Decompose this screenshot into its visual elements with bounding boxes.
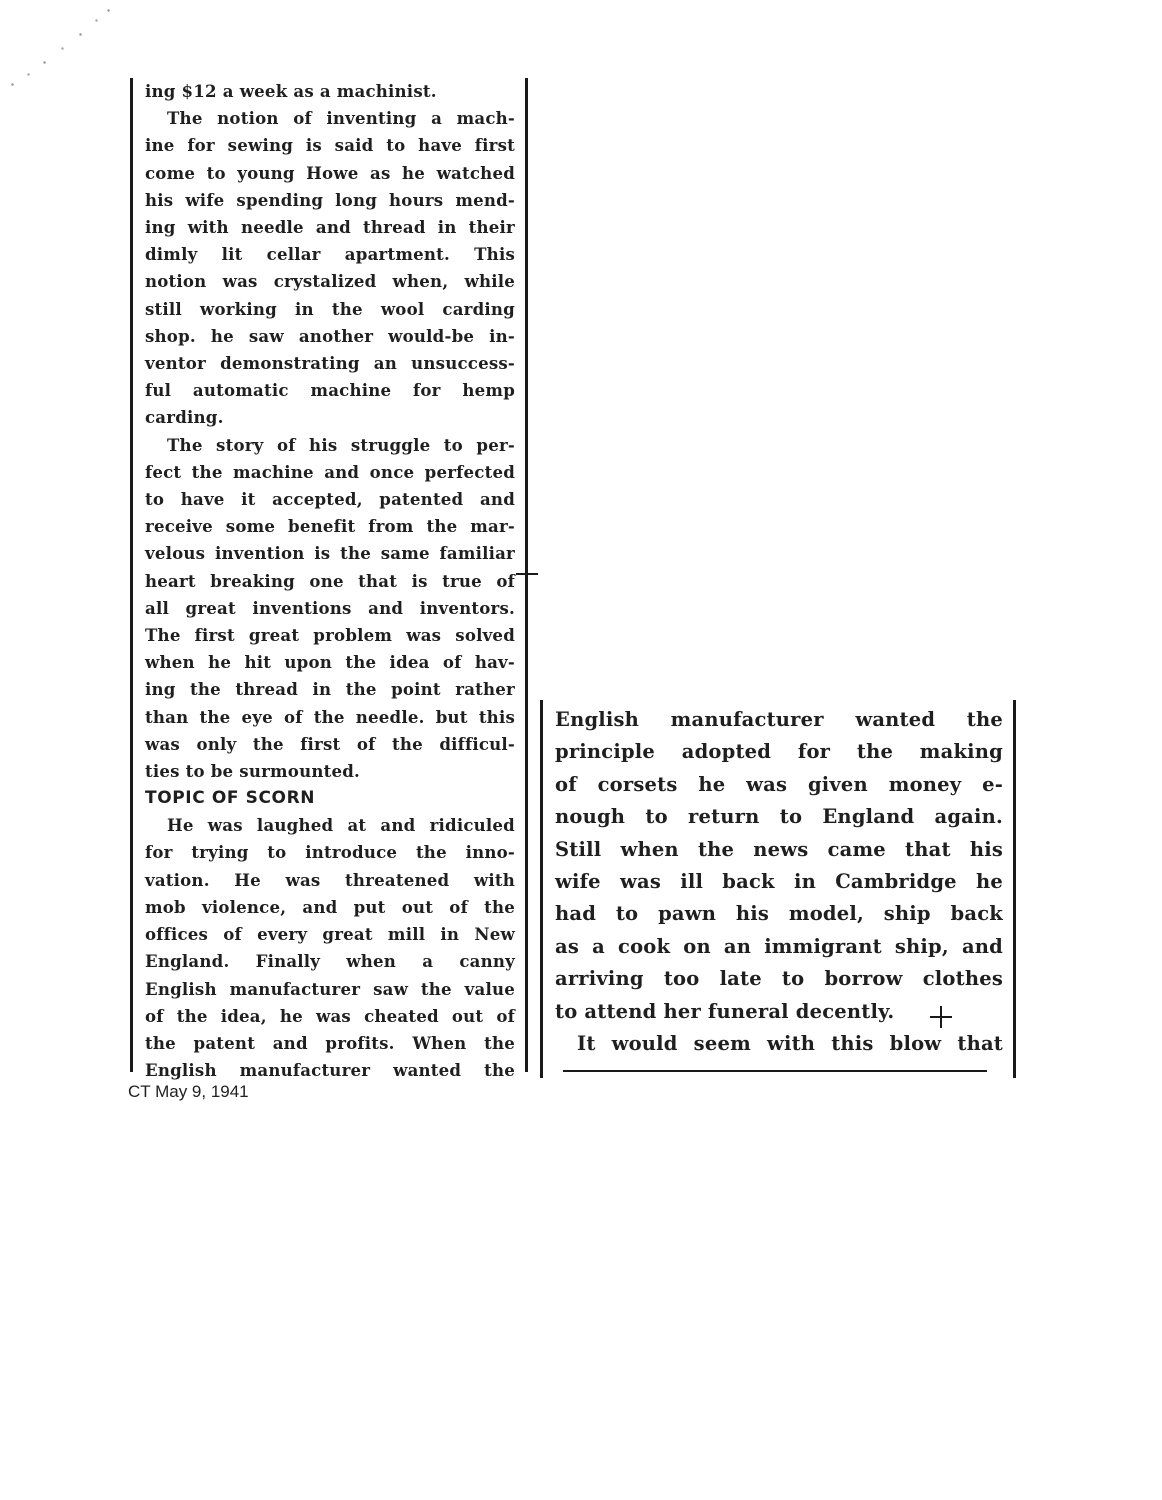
- text-line: to have it accepted, patented and: [145, 489, 515, 510]
- scan-specks: [0, 0, 120, 110]
- text-line: ine for sewing is said to have first: [145, 135, 515, 156]
- text-line: for trying to introduce the inno-: [145, 842, 515, 863]
- text-line: notion was crystalized when, while: [145, 271, 515, 292]
- text-line: It would seem with this blow that: [577, 1032, 1003, 1056]
- date-caption: CT May 9, 1941: [128, 1082, 249, 1101]
- section-heading: TOPIC OF SCORN: [145, 788, 316, 809]
- text-line: dimly lit cellar apartment. This: [145, 244, 515, 265]
- text-line: had to pawn his model, ship back: [555, 902, 1003, 926]
- text-line: than the eye of the needle. but this: [145, 706, 515, 727]
- text-line: as a cook on an immigrant ship, and: [555, 934, 1003, 958]
- text-line: of corsets he was given money e-: [555, 772, 1003, 796]
- text-line: shop. he saw another would-be in-: [145, 325, 515, 346]
- text-line: was only the first of the difficul-: [145, 733, 515, 754]
- text-line: English manufacturer wanted the: [145, 1060, 515, 1081]
- text-line: ties to be surmounted.: [145, 761, 360, 782]
- text-line: ing with needle and thread in their: [145, 217, 515, 238]
- text-line: wife was ill back in Cambridge he: [555, 870, 1003, 894]
- text-line: carding.: [145, 407, 224, 428]
- text-line: He was laughed at and ridiculed: [167, 815, 515, 836]
- text-line: English manufacturer wanted the: [555, 708, 1003, 731]
- text-line: receive some benefit from the mar-: [145, 516, 515, 537]
- text-line: all great inventions and inventors.: [145, 597, 515, 618]
- text-line: to attend her funeral decently.: [555, 999, 895, 1023]
- text-line: heart breaking one that is true of: [145, 570, 515, 591]
- text-line: come to young Howe as he watched: [145, 162, 515, 183]
- text-line: The story of his struggle to per-: [167, 434, 515, 455]
- text-line: offices of every great mill in New: [145, 924, 515, 945]
- text-line: ventor demonstrating an unsuccess-: [145, 353, 515, 374]
- text-line: ful automatic machine for hemp: [145, 380, 515, 401]
- text-line: England. Finally when a canny: [145, 951, 515, 972]
- text-line: vation. He was threatened with: [145, 869, 515, 890]
- text-line: ing $12 a week as a machinist.: [145, 81, 437, 101]
- text-line: when he hit upon the idea of hav-: [145, 652, 515, 673]
- text-line: nough to return to England again.: [555, 805, 1003, 829]
- text-line: arriving too late to borrow clothes: [555, 967, 1003, 991]
- text-line: of the idea, he was cheated out of: [145, 1005, 515, 1026]
- column-end-rule: [563, 1070, 987, 1072]
- text-line: mob violence, and put out of the: [145, 896, 515, 917]
- text-line: still working in the wool carding: [145, 298, 515, 319]
- text-line: fect the machine and once perfected: [145, 461, 515, 482]
- text-line: principle adopted for the making: [555, 740, 1003, 764]
- text-line: his wife spending long hours mend-: [145, 189, 515, 210]
- text-line: Still when the news came that his: [555, 837, 1003, 861]
- text-line: the patent and profits. When the: [145, 1032, 515, 1053]
- text-line: The first great problem was solved: [145, 625, 515, 646]
- text-line: English manufacturer saw the value: [145, 978, 515, 999]
- clipping-left-column: [130, 78, 528, 1081]
- text-line: ing the thread in the point rather: [145, 679, 515, 700]
- crosshair-mark: [516, 563, 538, 585]
- text-line: velous invention is the same familiar: [145, 543, 515, 564]
- text-line: The notion of inventing a mach-: [167, 108, 515, 129]
- crosshair-mark: [930, 1006, 952, 1028]
